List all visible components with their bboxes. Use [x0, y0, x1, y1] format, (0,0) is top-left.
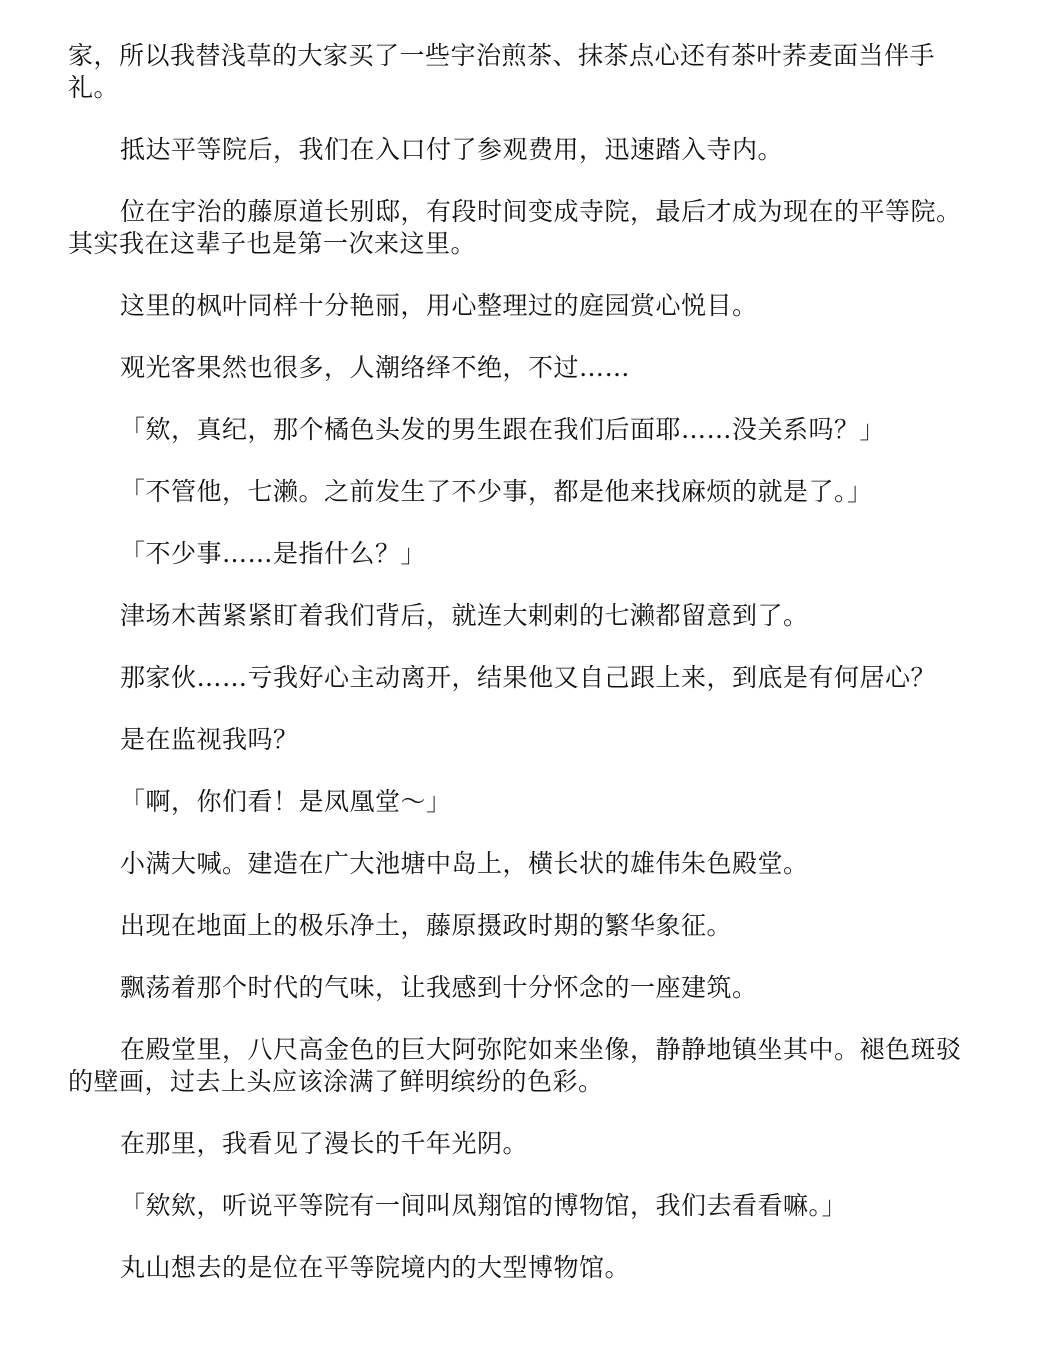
paragraph-14: 出现在地面上的极乐净土，藤原摄政时期的繁华象征。 [120, 911, 733, 940]
paragraph-18: 「欸欸，听说平等院有一间叫凤翔馆的博物馆，我们去看看嘛。」 [120, 1191, 848, 1220]
paragraph-7: 「不管他，七濑。之前发生了不少事，都是他来找麻烦的就是了。」 [120, 477, 873, 506]
paragraph-11: 是在监视我吗？ [120, 725, 299, 754]
paragraph-1: 家，所以我替浅草的大家买了一些宇治煎茶、抹茶点心还有茶叶荞麦面当伴手礼。 [68, 41, 936, 102]
paragraph-8: 「不少事……是指什么？」 [120, 539, 427, 568]
paragraph-10: 那家伙……亏我好心主动离开，结果他又自己跟上来，到底是有何居心？ [120, 663, 937, 692]
paragraph-6: 「欸，真纪，那个橘色头发的男生跟在我们后面耶……没关系吗？」 [120, 415, 886, 444]
paragraph-4: 这里的枫叶同样十分艳丽，用心整理过的庭园赏心悦目。 [120, 291, 758, 320]
paragraph-13: 小满大喊。建造在广大池塘中岛上，横长状的雄伟朱色殿堂。 [120, 849, 809, 878]
paragraph-16: 在殿堂里，八尺高金色的巨大阿弥陀如来坐像，静静地镇坐其中。褪色斑驳的壁画，过去上头应该涂满了鲜明缤纷的色彩。 [68, 1035, 962, 1096]
paragraph-2: 抵达平等院后，我们在入口付了参观费用，迅速踏入寺内。 [120, 135, 784, 164]
paragraph-12: 「啊，你们看！是凤凰堂～」 [120, 787, 452, 816]
document-page [68, 40, 978, 1314]
paragraph-9: 津场木茜紧紧盯着我们背后，就连大剌剌的七濑都留意到了。 [120, 601, 809, 630]
paragraph-3: 位在宇治的藤原道长别邸，有段时间变成寺院，最后才成为现在的平等院。其实我在这辈子也是第一次来这里。 [68, 197, 962, 258]
paragraph-17: 在那里，我看见了漫长的千年光阴。 [120, 1129, 529, 1158]
paragraph-19: 丸山想去的是位在平等院境内的大型博物馆。 [120, 1253, 631, 1282]
paragraph-15: 飘荡着那个时代的气味，让我感到十分怀念的一座建筑。 [120, 973, 758, 1002]
paragraph-5: 观光客果然也很多，人潮络绎不绝，不过…… [120, 353, 631, 382]
